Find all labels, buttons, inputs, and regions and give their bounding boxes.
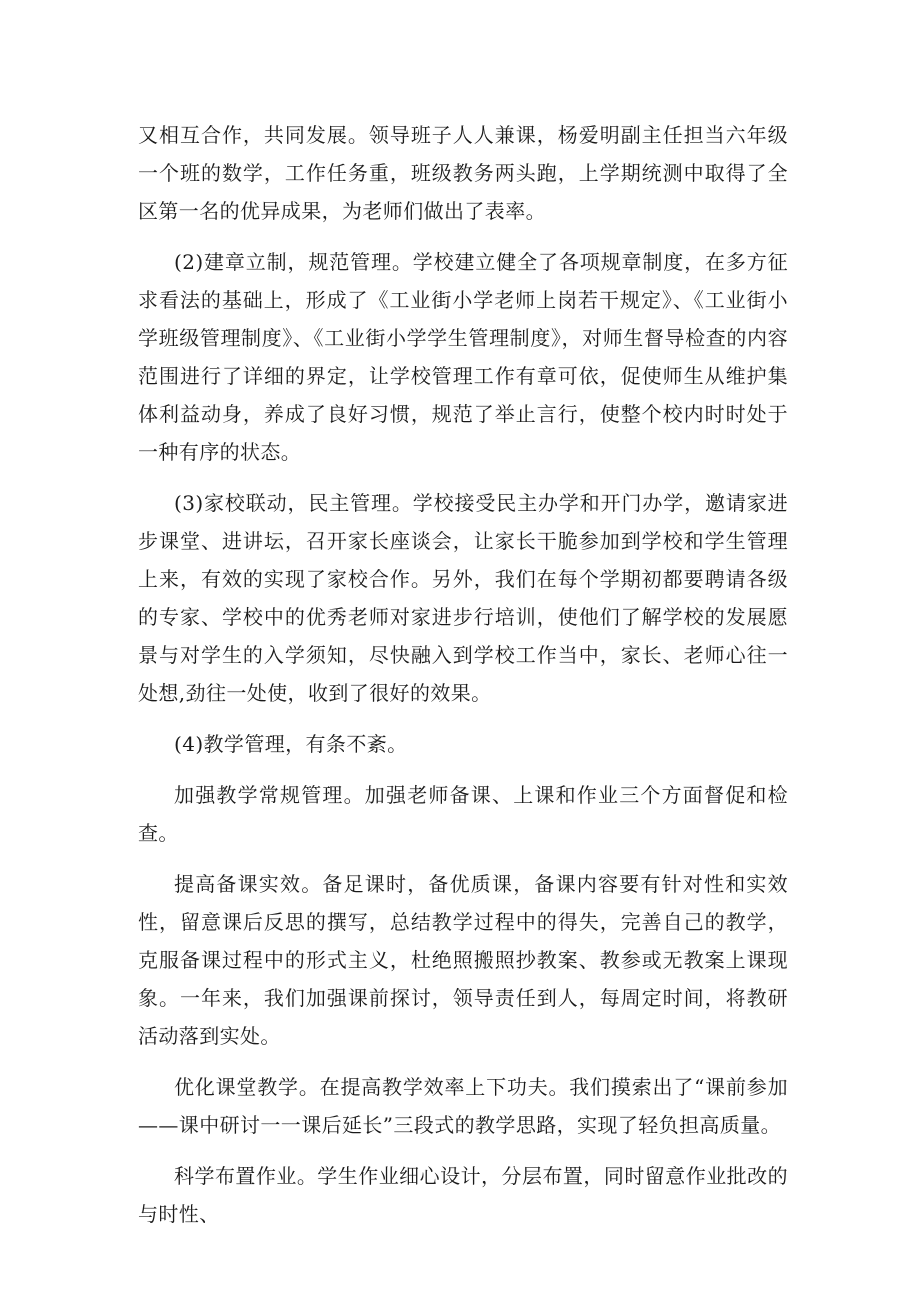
paragraph-8: 科学布置作业。学生作业细心设计，分层布置，同时留意作业批改的与时性、	[138, 1164, 788, 1226]
paragraph-4: (4)教学管理，有条不紊。	[174, 732, 408, 756]
paragraph-7: 优化课堂教学。在提高教学效率上下功夫。我们摸索出了“课前参加——课中研讨一一课后延长”三段式的教学思路，实现了轻负担高质量。	[138, 1075, 788, 1137]
paragraph-2: (2)建章立制，规范管理。学校建立健全了各项规章制度，在多方征求看法的基础上，形成了《工业街小学老师上岗若干规定》、《工业街小学班级管理制度》、《工业街小学学生管理制度》，对师生督导检查的内容范围进行了详细的界定，让学校管理工作有章可依，促使师生从维护集体利益动身，养成了良好习惯，规范了举止言行，使整个校内时时处于一种有序的状态。	[138, 250, 788, 464]
paragraph-1: 又相互合作，共同发展。领导班子人人兼课，杨爱明副主任担当六年级一个班的数学，工作任务重，班级教务两头跑，上学期统测中取得了全区第一名的优异成果，为老师们做出了表率。	[138, 123, 788, 223]
paragraph-3: (3)家校联动，民主管理。学校接受民主办学和开门办学，邀请家进步课堂、进讲坛，召开家长座谈会，让家长干脆参加到学校和学生管理上来，有效的实现了家校合作。另外，我们在每个学期初都要聘请各级的专家、学校中的优秀老师对家进步行培训，使他们了解学校的发展愿景与对学生的入学须知，尽快融入到学校工作当中，家长、老师心往一处想,劲往一处使，收到了很好的效果。	[138, 491, 788, 705]
paragraph-6: 提高备课实效。备足课时，备优质课，备课内容要有针对性和实效性，留意课后反思的撰写，总结教学过程中的得失，完善自己的教学，克服备课过程中的形式主义，杜绝照搬照抄教案、教参或无教案上课现象。一年来，我们加强课前探讨，领导责任到人，每周定时间，将教研活动落到实处。	[138, 872, 788, 1048]
paragraph-5: 加强教学常规管理。加强老师备课、上课和作业三个方面督促和检查。	[138, 783, 788, 845]
document-body	[138, 116, 788, 1246]
